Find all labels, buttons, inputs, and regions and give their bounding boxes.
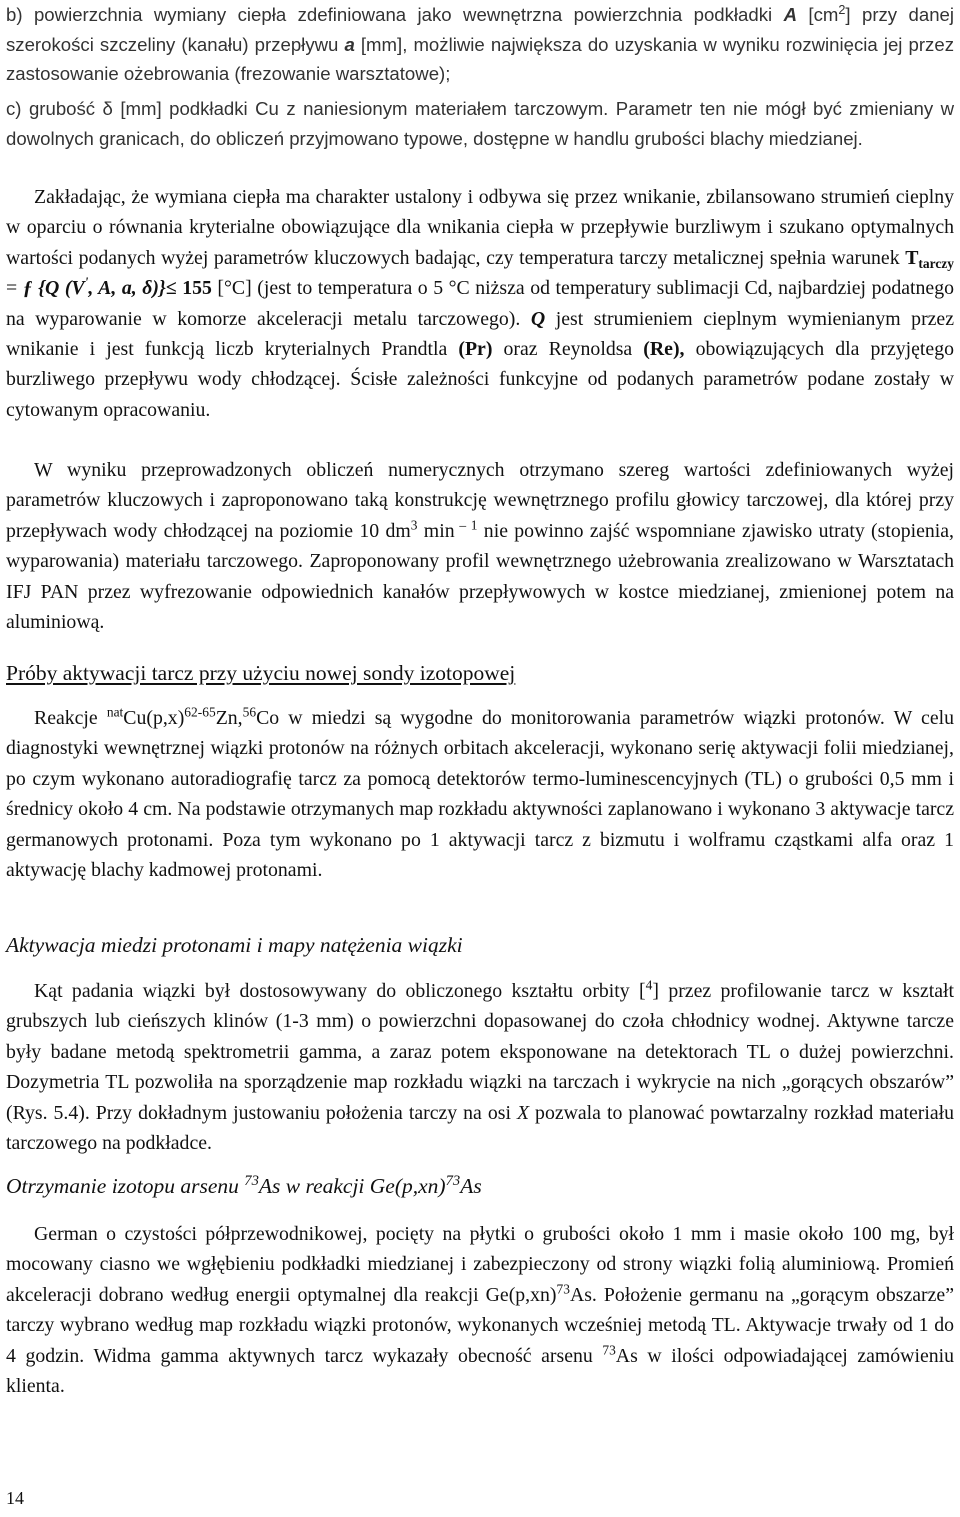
list-item-c: c) grubość δ [mm] podkładki Cu z naniesionym materiałem tarczowym. Parametr ten nie mógł być zmieniany w dowolnych granicach, do obliczeń przyjmowano typowe, dostępne w handlu grubości blachy miedzianej.	[6, 98, 954, 149]
paragraph-heat-balance: Zakładając, że wymiana ciepła ma charakter ustalony i odbywa się przez wnikanie, zbilansowano strumień cieplny w oparciu o równania kryterialne obowiązujące dla wnikania ciepła w przepływie burzliwym i szukano optymalnych wartości podanych wyżej parametrów kluczowych badając, czy temperatura tarczy metalicznej spełnia warunek $T_{tarczy}$ = ƒ {Q (V', A, a, δ)}≤ 155 [°C] (jest to temperatura o 5 °C niższa od temperatury sublimacji Cd, najbardziej podatnego na wyparowanie w komorze akceleracji metalu tarczowego). Q jest strumieniem cieplnym wymienianym przez wnikanie i jest funkcją liczb kryterialnych Prandtla (Pr) oraz Reynoldsa (Re), obowiązujących dla przyjętego burzliwego przepływu wody chłodzącej. Ścisłe zależności funkcyjne od podanych parametrów podane zostały w cytowanym opracowaniu.	[6, 186, 954, 421]
symbol-a: a	[344, 33, 355, 55]
paragraph-arsenic-isotope: German o czystości półprzewodnikowej, pocięty na płytki o grubości około 1 mm i masie około 100 mg, był mocowany ciasno we wgłębieniu podkładki miedzianej i zabezpieczony od strony wiązki folią aluminiową. Promień akceleracji dobrano według energii optymalnej dla reakcji $Ge(p,xn)^{73}As$. Położenie germanu na „gorącym obszarze” tarczy wybrano według map rozkładu wiązki protonów, wykonanych wcześniej metodą TL. Aktywacje trwały od 1 do 4 godzin. Widma gamma aktywnych tarcz wykazały obecność arsenu $^{73}$As w ilości odpowiadającej zamówieniu klienta.	[6, 1223, 954, 1398]
list-marker: c)	[6, 98, 29, 119]
symbol-Q: Q	[530, 307, 546, 330]
section-heading-activation-tests: Próby aktywacji tarcz przy użyciu nowej sondy izotopowej	[6, 661, 516, 685]
paragraph-numerical-results: W wyniku przeprowadzonych obliczeń numerycznych otrzymano szereg wartości zdefiniowanych wyżej parametrów kluczowych i zaproponowano taką konstrukcję wewnętrznego profilu głowicy tarczowej, dla której przy przepływach wody chłodzącej na poziomie 10 $dm^3$ min $^{- 1}$ nie powinno zajść wspomniane zjawisko utraty (stopienia, wyparowania) materiału tarczowego. Zaproponowany profil wewnętrznego użebrowania zrealizowano w Warsztatach IFJ PAN przez wyfrezowanie odpowiednich kanałów przepływowych w kostce miedzianej, zmienionej potem na aluminiową.	[6, 459, 954, 634]
list-item-b: b) powierzchnia wymiany ciepła zdefiniowana jako wewnętrzna powierzchnia podkładki A $[cm^2]$ przy danej szerokości szczeliny (kanału) przepływu a [mm], możliwie największa do uzyskania w wyniku rozwinięcia jej przez zastosowanie ożebrowania (frezowanie warsztatowe);	[6, 3, 955, 85]
list-marker: b)	[6, 4, 34, 25]
symbol-T: T	[905, 246, 919, 269]
page-number: 14	[6, 1488, 24, 1508]
section-heading-arsenic-isotope: Otrzymanie izotopu arsenu $^{73}$As w reakcji $Ge(p,xn)^{73}As$	[6, 1172, 482, 1198]
paragraph-activation-tests: Reakcje $^{nat}Cu(p,x)^{62-65}Zn,^{56}Co$ w miedzi są wygodne do monitorowania parametrów wiązki protonów. W celu diagnostyki wewnętrznej wiązki protonów na różnych orbitach akceleracji, wykonano serię aktywacji folii miedzianej, po czym wykonano autoradiografię tarcz za pomocą detektorów termo-luminescencyjnych (TL) o grubości 0,5 mm i średnicy około 4 cm. Na podstawie otrzymanych map rozkładu aktywności zaplanowano i wykonano 3 aktywacje tarcz germanowych protonami. Poza tym wykonano po 1 aktywacji tarcz z bizmutu i wolframu cząstkami alfa oraz 1 aktywację blachy kadmowej protonami.	[6, 704, 954, 882]
paragraph-copper-activation: Kąt padania wiązki był dostosowywany do obliczonego kształtu orbity [$^4$] przez profilowanie tarcz w kształt grubszych lub cieńszych klinów (1-3 mm) o powierzchni dopasowanej do czoła chłodnicy wodnej. Aktywne tarcze były badane metodą spektrometrii gamma, a zaraz potem eksponowane na detektorach TL o dużej powierzchni. Dozymetria TL pozwoliła na sporządzenie map rozkładu wiązki na tarczach i wykrycie na nich „gorących obszarów” (Rys. 5.4). Przy dokładnym justowaniu położenia tarczy na osi X pozwala to planować powtarzalny rozkład materiału tarczowego na podkładce.	[6, 977, 955, 1155]
section-heading-copper-activation: Aktywacja miedzi protonami i mapy natężenia wiązki	[6, 933, 463, 957]
symbol-A: A	[783, 4, 798, 25]
formula: ƒ {Q (V	[22, 277, 85, 300]
